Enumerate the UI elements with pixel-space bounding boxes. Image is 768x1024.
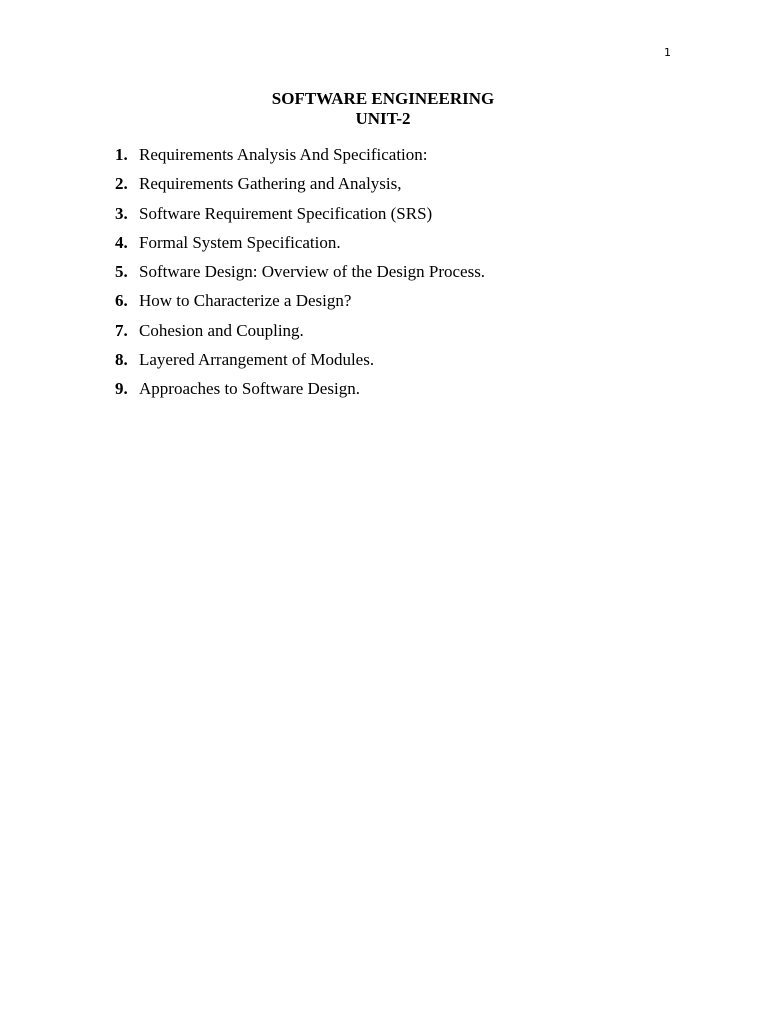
list-item bbox=[115, 378, 485, 407]
list-item-text: How to Characterize a Design? bbox=[139, 291, 352, 311]
list-item-number: 9. bbox=[115, 379, 128, 399]
list-item-text: Software Requirement Specification (SRS) bbox=[139, 203, 433, 223]
topic-list bbox=[115, 144, 485, 408]
document-subtitle: UNIT-2 bbox=[355, 109, 411, 128]
page-number: 1 bbox=[664, 46, 671, 59]
list-item-text: Approaches to Software Design. bbox=[139, 379, 360, 399]
list-item-number: 8. bbox=[115, 350, 128, 370]
list-item-number: 3. bbox=[115, 203, 128, 223]
list-item bbox=[115, 173, 485, 202]
list-item bbox=[115, 203, 485, 232]
list-item-number: 7. bbox=[115, 320, 128, 340]
list-item bbox=[115, 144, 485, 173]
list-item bbox=[115, 232, 485, 261]
document-header bbox=[0, 89, 766, 129]
list-item-number: 6. bbox=[115, 291, 128, 311]
list-item-text: Layered Arrangement of Modules. bbox=[139, 350, 375, 370]
list-item-number: 1. bbox=[115, 145, 128, 164]
list-item-number: 2. bbox=[115, 174, 128, 194]
list-item bbox=[115, 349, 485, 378]
list-item-number: 5. bbox=[115, 262, 128, 282]
list-item-text: Cohesion and Coupling. bbox=[139, 320, 304, 340]
list-item-text: Requirements Gathering and Analysis, bbox=[139, 174, 402, 194]
document-title: SOFTWARE ENGINEERING bbox=[271, 89, 495, 108]
list-item bbox=[115, 290, 485, 319]
list-item-number: 4. bbox=[115, 232, 128, 252]
list-item bbox=[115, 261, 485, 290]
list-item-text: Formal System Specification. bbox=[139, 232, 341, 252]
list-item-text: Software Design: Overview of the Design Process. bbox=[139, 262, 486, 282]
list-item bbox=[115, 320, 485, 349]
list-item-text: Requirements Analysis And Specification: bbox=[139, 145, 428, 164]
